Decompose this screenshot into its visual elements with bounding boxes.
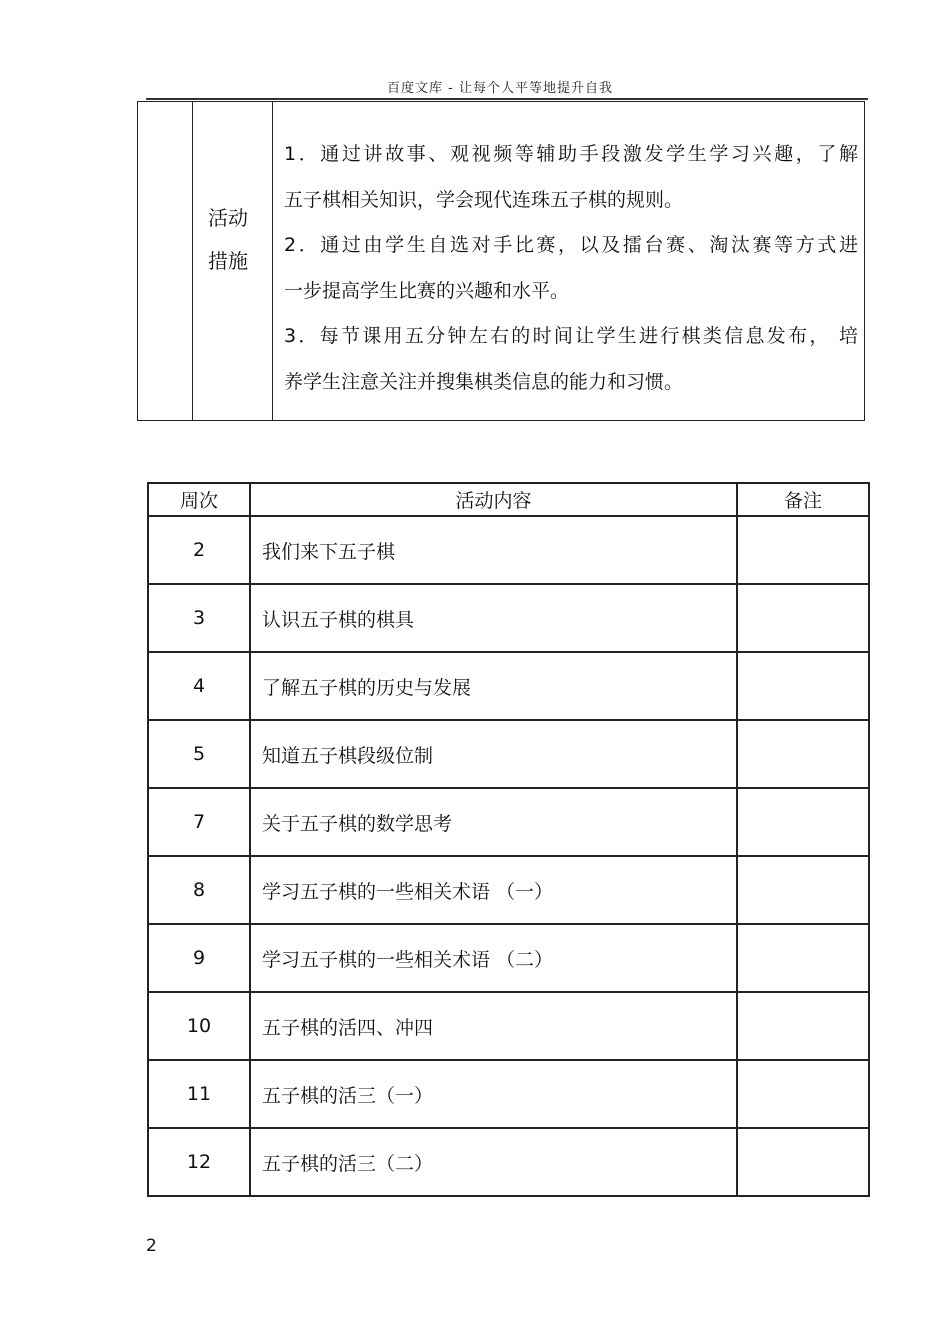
content-cell: 学习五子棋的一些相关术语 （二） <box>250 924 737 992</box>
note-cell <box>737 788 869 856</box>
table-row <box>148 924 869 992</box>
week-cell: 9 <box>148 924 250 992</box>
page-number: 2 <box>146 1236 157 1256</box>
note-cell <box>737 584 869 652</box>
table-row <box>148 652 869 720</box>
header-note: 备注 <box>737 483 869 516</box>
table-row <box>148 856 869 924</box>
content-cell: 了解五子棋的历史与发展 <box>250 652 737 720</box>
note-cell <box>737 856 869 924</box>
content-cell: 五子棋的活四、冲四 <box>250 992 737 1060</box>
blank-column <box>138 102 193 420</box>
table-row <box>148 788 869 856</box>
measures-label-line1: 活动 <box>208 206 248 230</box>
content-cell: 五子棋的活三（二） <box>250 1128 737 1196</box>
week-cell: 5 <box>148 720 250 788</box>
activity-measures-table <box>137 101 865 421</box>
week-cell: 11 <box>148 1060 250 1128</box>
measures-line: 养学生注意关注并搜集棋类信息的能力和习惯。 <box>284 370 684 393</box>
week-cell: 4 <box>148 652 250 720</box>
week-cell: 8 <box>148 856 250 924</box>
table-row <box>148 720 869 788</box>
table-row <box>148 1128 869 1196</box>
note-cell <box>737 516 869 584</box>
measures-line: 1．通过讲故事、观视频等辅助手段激发学生学习兴趣，了解 <box>284 143 858 165</box>
measures-line: 一步提高学生比赛的兴趣和水平。 <box>284 279 570 302</box>
week-cell: 12 <box>148 1128 250 1196</box>
content-cell: 五子棋的活三（一） <box>250 1060 737 1128</box>
measures-label <box>208 197 258 283</box>
schedule-header-row <box>148 483 869 516</box>
measures-line: 3．每节课用五分钟左右的时间让学生进行棋类信息发布， 培 <box>284 325 858 347</box>
week-cell: 10 <box>148 992 250 1060</box>
content-cell: 关于五子棋的数学思考 <box>250 788 737 856</box>
note-cell <box>737 992 869 1060</box>
table-row <box>148 584 869 652</box>
header-rule <box>146 98 868 100</box>
week-cell: 7 <box>148 788 250 856</box>
measures-label-line2: 措施 <box>208 249 248 273</box>
week-cell: 3 <box>148 584 250 652</box>
week-cell: 2 <box>148 516 250 584</box>
measures-line: 2．通过由学生自选对手比赛，以及擂台赛、淘汰赛等方式进 <box>284 234 858 256</box>
header-content: 活动内容 <box>250 483 737 516</box>
content-cell: 知道五子棋段级位制 <box>250 720 737 788</box>
header-week: 周次 <box>148 483 250 516</box>
label-column <box>193 102 273 420</box>
note-cell <box>737 1128 869 1196</box>
table-row <box>148 992 869 1060</box>
page-header: 百度文库 - 让每个人平等地提升自我 <box>387 81 613 96</box>
schedule-table <box>147 482 870 1197</box>
note-cell <box>737 924 869 992</box>
table-row <box>148 516 869 584</box>
note-cell <box>737 652 869 720</box>
content-cell: 学习五子棋的一些相关术语 （一） <box>250 856 737 924</box>
content-cell: 我们来下五子棋 <box>250 516 737 584</box>
content-cell: 认识五子棋的棋具 <box>250 584 737 652</box>
note-cell <box>737 720 869 788</box>
note-cell <box>737 1060 869 1128</box>
measures-line: 五子棋相关知识，学会现代连珠五子棋的规则。 <box>284 188 684 211</box>
measures-text <box>284 132 858 405</box>
table-row <box>148 1060 869 1128</box>
